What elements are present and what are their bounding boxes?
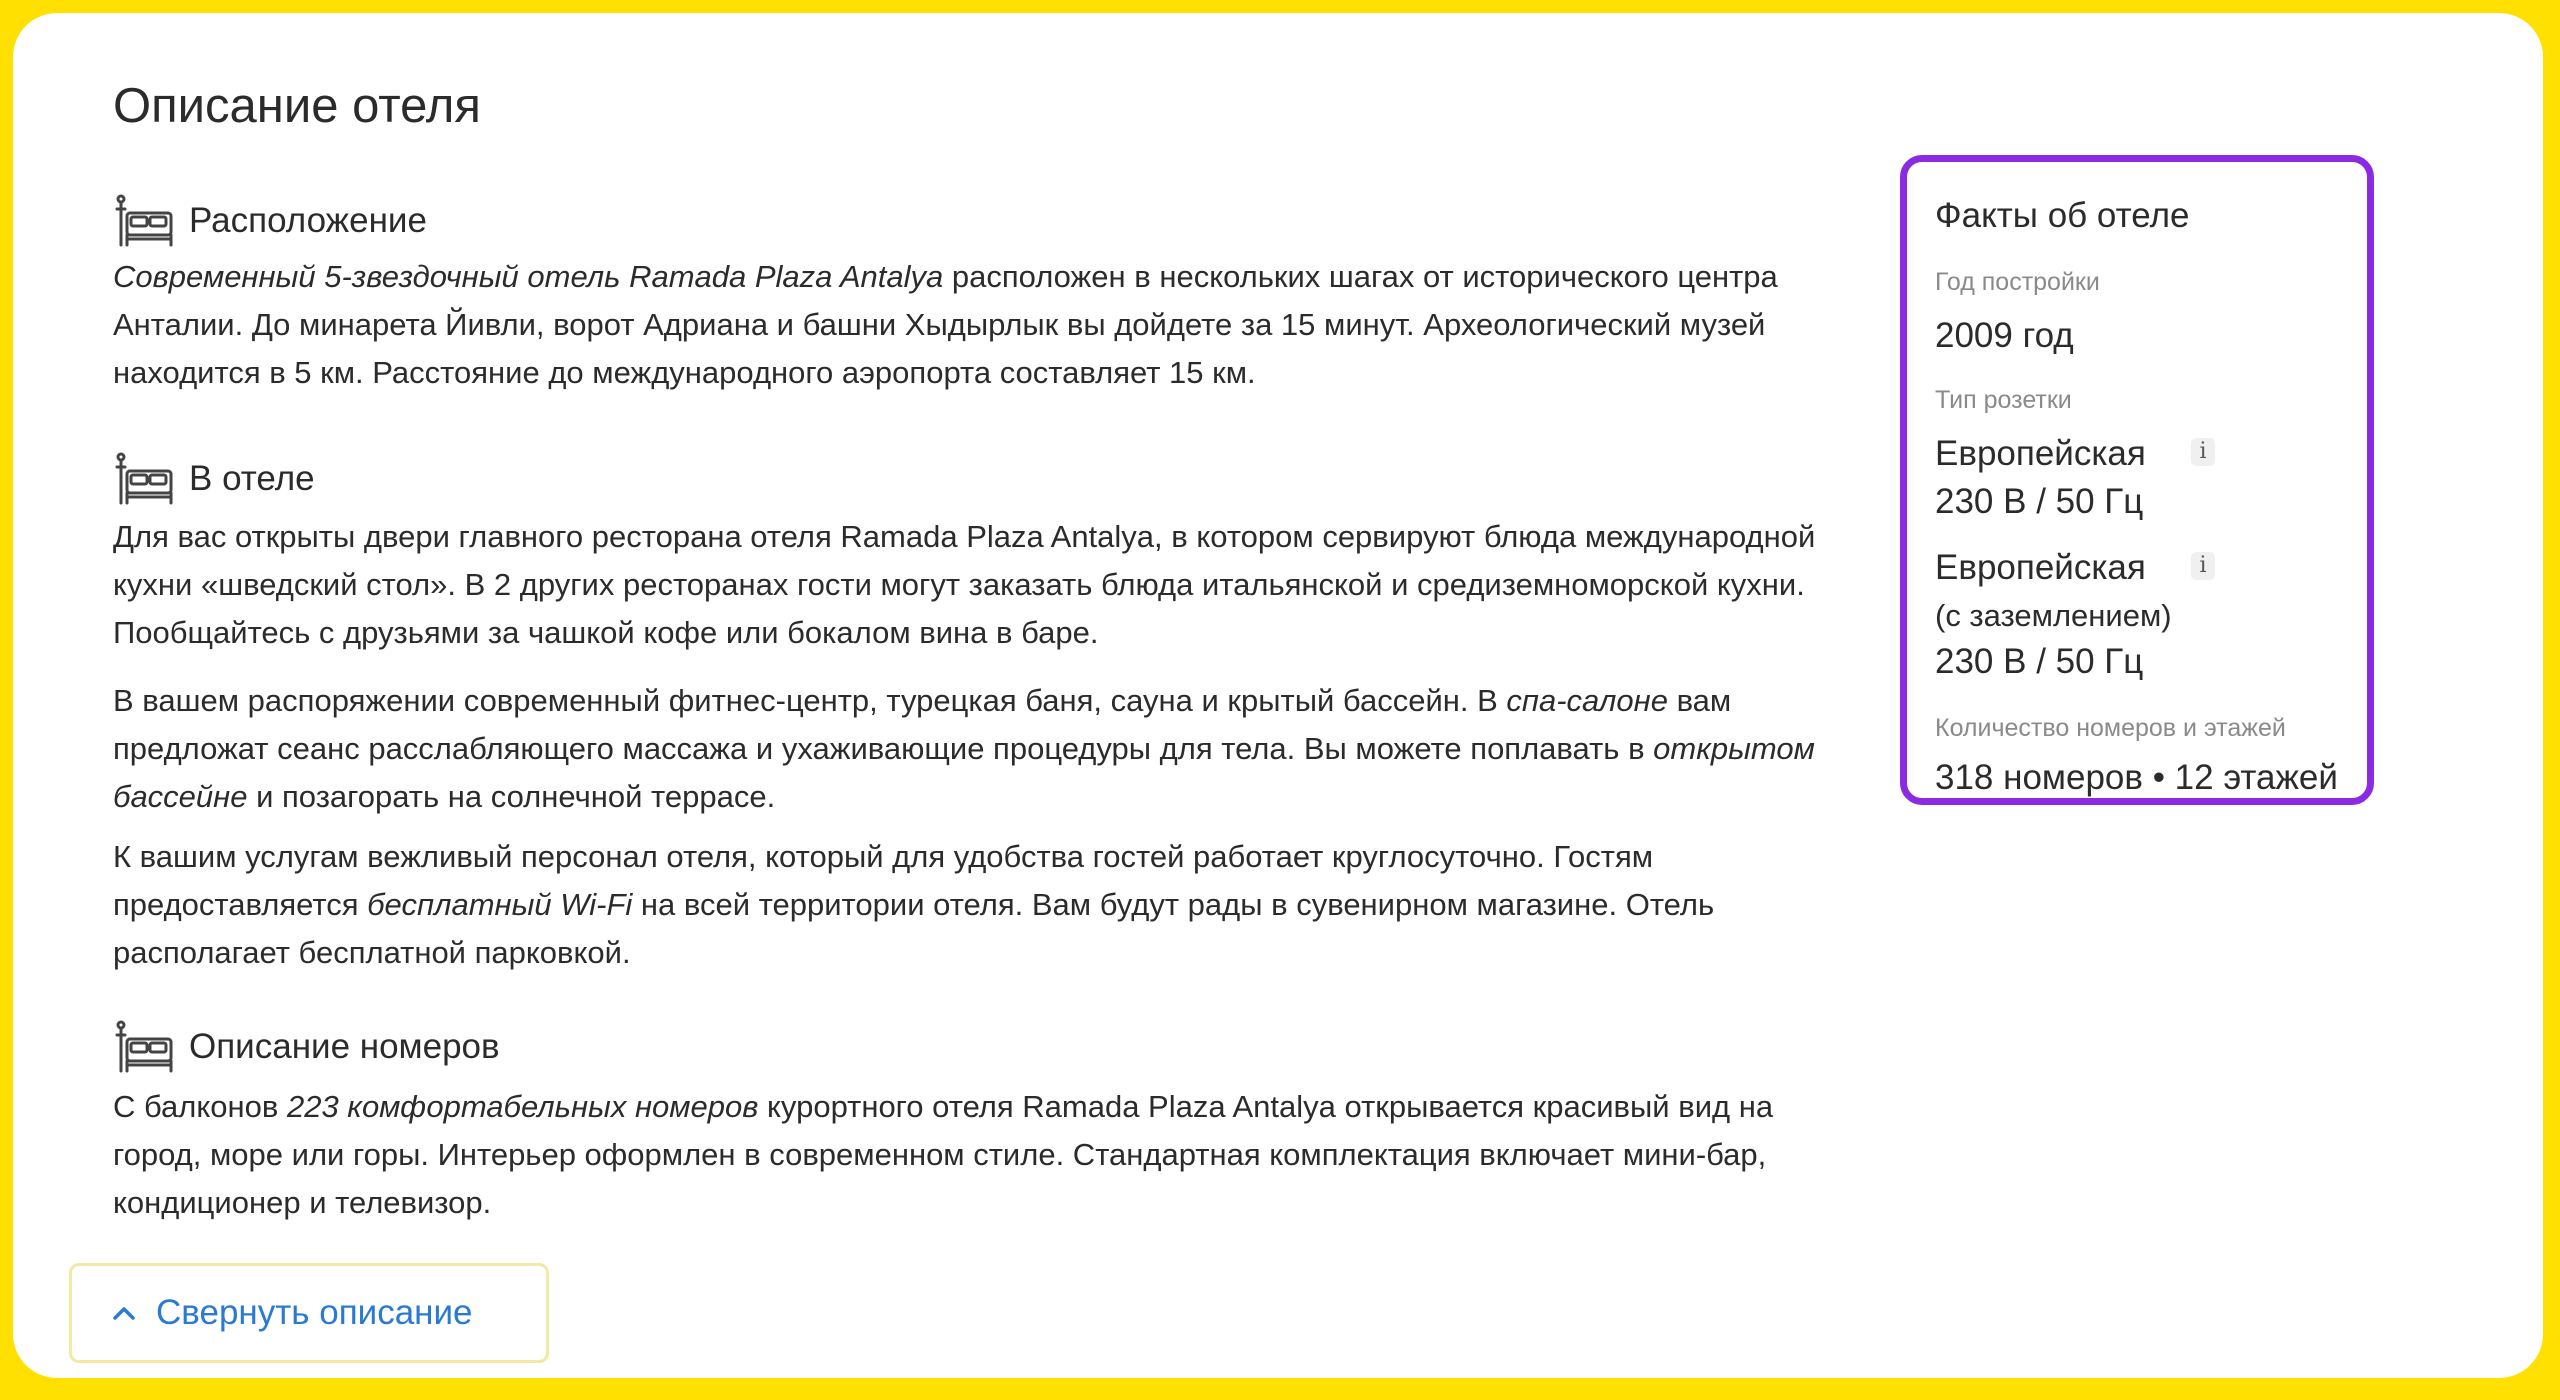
socket2-spec: 230 В / 50 Гц bbox=[1935, 642, 2144, 681]
location-italic-text: Современный 5-звездочный отель Ramada Plaza Antalya bbox=[113, 259, 944, 294]
socket-type-label: Тип розетки bbox=[1935, 386, 2072, 414]
socket2-name: Европейская bbox=[1935, 548, 2146, 587]
hotel-paragraph-spa bbox=[113, 677, 1833, 821]
hotel-bed-icon bbox=[113, 451, 173, 507]
spa-salon-italic: спа-салоне bbox=[1506, 683, 1668, 718]
rooms-count-italic: 223 комфортабельных номеров bbox=[286, 1089, 759, 1124]
collapse-button-label: Свернуть описание bbox=[156, 1293, 473, 1332]
hotel-bed-icon bbox=[113, 193, 173, 249]
hotel-description-card bbox=[13, 13, 2543, 1378]
socket1-spec: 230 В / 50 Гц bbox=[1935, 482, 2144, 521]
section-heading-label: В отеле bbox=[189, 459, 315, 498]
socket2-note: (с заземлением) bbox=[1935, 598, 2172, 633]
section-heading-hotel bbox=[113, 451, 315, 507]
rooms-text: С балконов bbox=[113, 1089, 287, 1124]
location-paragraph bbox=[113, 253, 1833, 397]
section-heading-label: Расположение bbox=[189, 201, 427, 240]
rooms-floors-value: 318 номеров • 12 этажей bbox=[1935, 758, 2338, 797]
rooms-floors-label: Количество номеров и этажей bbox=[1935, 714, 2286, 742]
rooms-paragraph bbox=[113, 1083, 1833, 1227]
hotel-facts-panel bbox=[1900, 155, 2374, 805]
hotel-spa-text: В вашем распоряжении современный фитнес-центр, турецкая баня, сауна и крытый бассейн. В bbox=[113, 683, 1507, 718]
collapse-description-button[interactable] bbox=[69, 1263, 549, 1363]
section-heading-location bbox=[113, 193, 427, 249]
chevron-up-icon bbox=[112, 1305, 136, 1321]
hotel-bed-icon bbox=[113, 1019, 173, 1075]
hotel-spa-text: вам предложат сеанс расслабляющего массажа и ухаживающие процедуры для тела. Вы можете поплавать в bbox=[113, 683, 1732, 766]
free-wifi-italic: бесплатный Wi-Fi bbox=[367, 887, 633, 922]
hotel-paragraph-services bbox=[113, 833, 1833, 977]
built-year-label: Год постройки bbox=[1935, 268, 2100, 296]
built-year-value: 2009 год bbox=[1935, 316, 2074, 355]
hotel-services-text: К вашим услугам вежливый персонал отеля, который для удобства гостей работает круглосуточно. Гостям предоставляется bbox=[113, 839, 1654, 922]
hotel-spa-text: и позагорать на солнечной террасе. bbox=[247, 779, 776, 814]
outdoor-pool-italic: открытом бассейне bbox=[113, 731, 1815, 814]
hotel-paragraph-restaurants: Для вас открыты двери главного ресторана отеля Ramada Plaza Antalya, в котором сервируют блюда международной кухни «шведский стол». В 2 других ресторанах гости могут заказать блюда итальянской и средиземноморской кухни. Пообщайтесь с друзьями за чашкой кофе или бокалом вина в баре. bbox=[113, 519, 1816, 650]
rooms-text: курортного отеля Ramada Plaza Antalya открывается красивый вид на город, море или горы. Интерьер оформлен в современном стиле. Стандартная комплектация включает мини-бар, кондиционер и телевизор. bbox=[113, 1089, 1774, 1220]
socket1-name: Европейская bbox=[1935, 434, 2146, 473]
section-heading-rooms bbox=[113, 1019, 500, 1075]
hotel-services-text: на всей территории отеля. Вам будут рады в сувенирном магазине. Отель располагает бесплатной парковкой. bbox=[113, 887, 1715, 970]
section-heading-label: Описание номеров bbox=[189, 1027, 500, 1066]
location-text: расположен в нескольких шагах от исторического центра Анталии. До минарета Йивли, ворот Адриана и башни Хыдырлык вы дойдете за 15 минут. Археологический музей находится в 5 км. Расстояние до международного аэропорта составляет 15 км. bbox=[113, 259, 1778, 390]
info-icon[interactable]: i bbox=[2191, 552, 2215, 580]
facts-title: Факты об отеле bbox=[1935, 196, 2190, 235]
page-title: Описание отеля bbox=[113, 79, 481, 133]
info-icon[interactable]: i bbox=[2191, 438, 2215, 466]
